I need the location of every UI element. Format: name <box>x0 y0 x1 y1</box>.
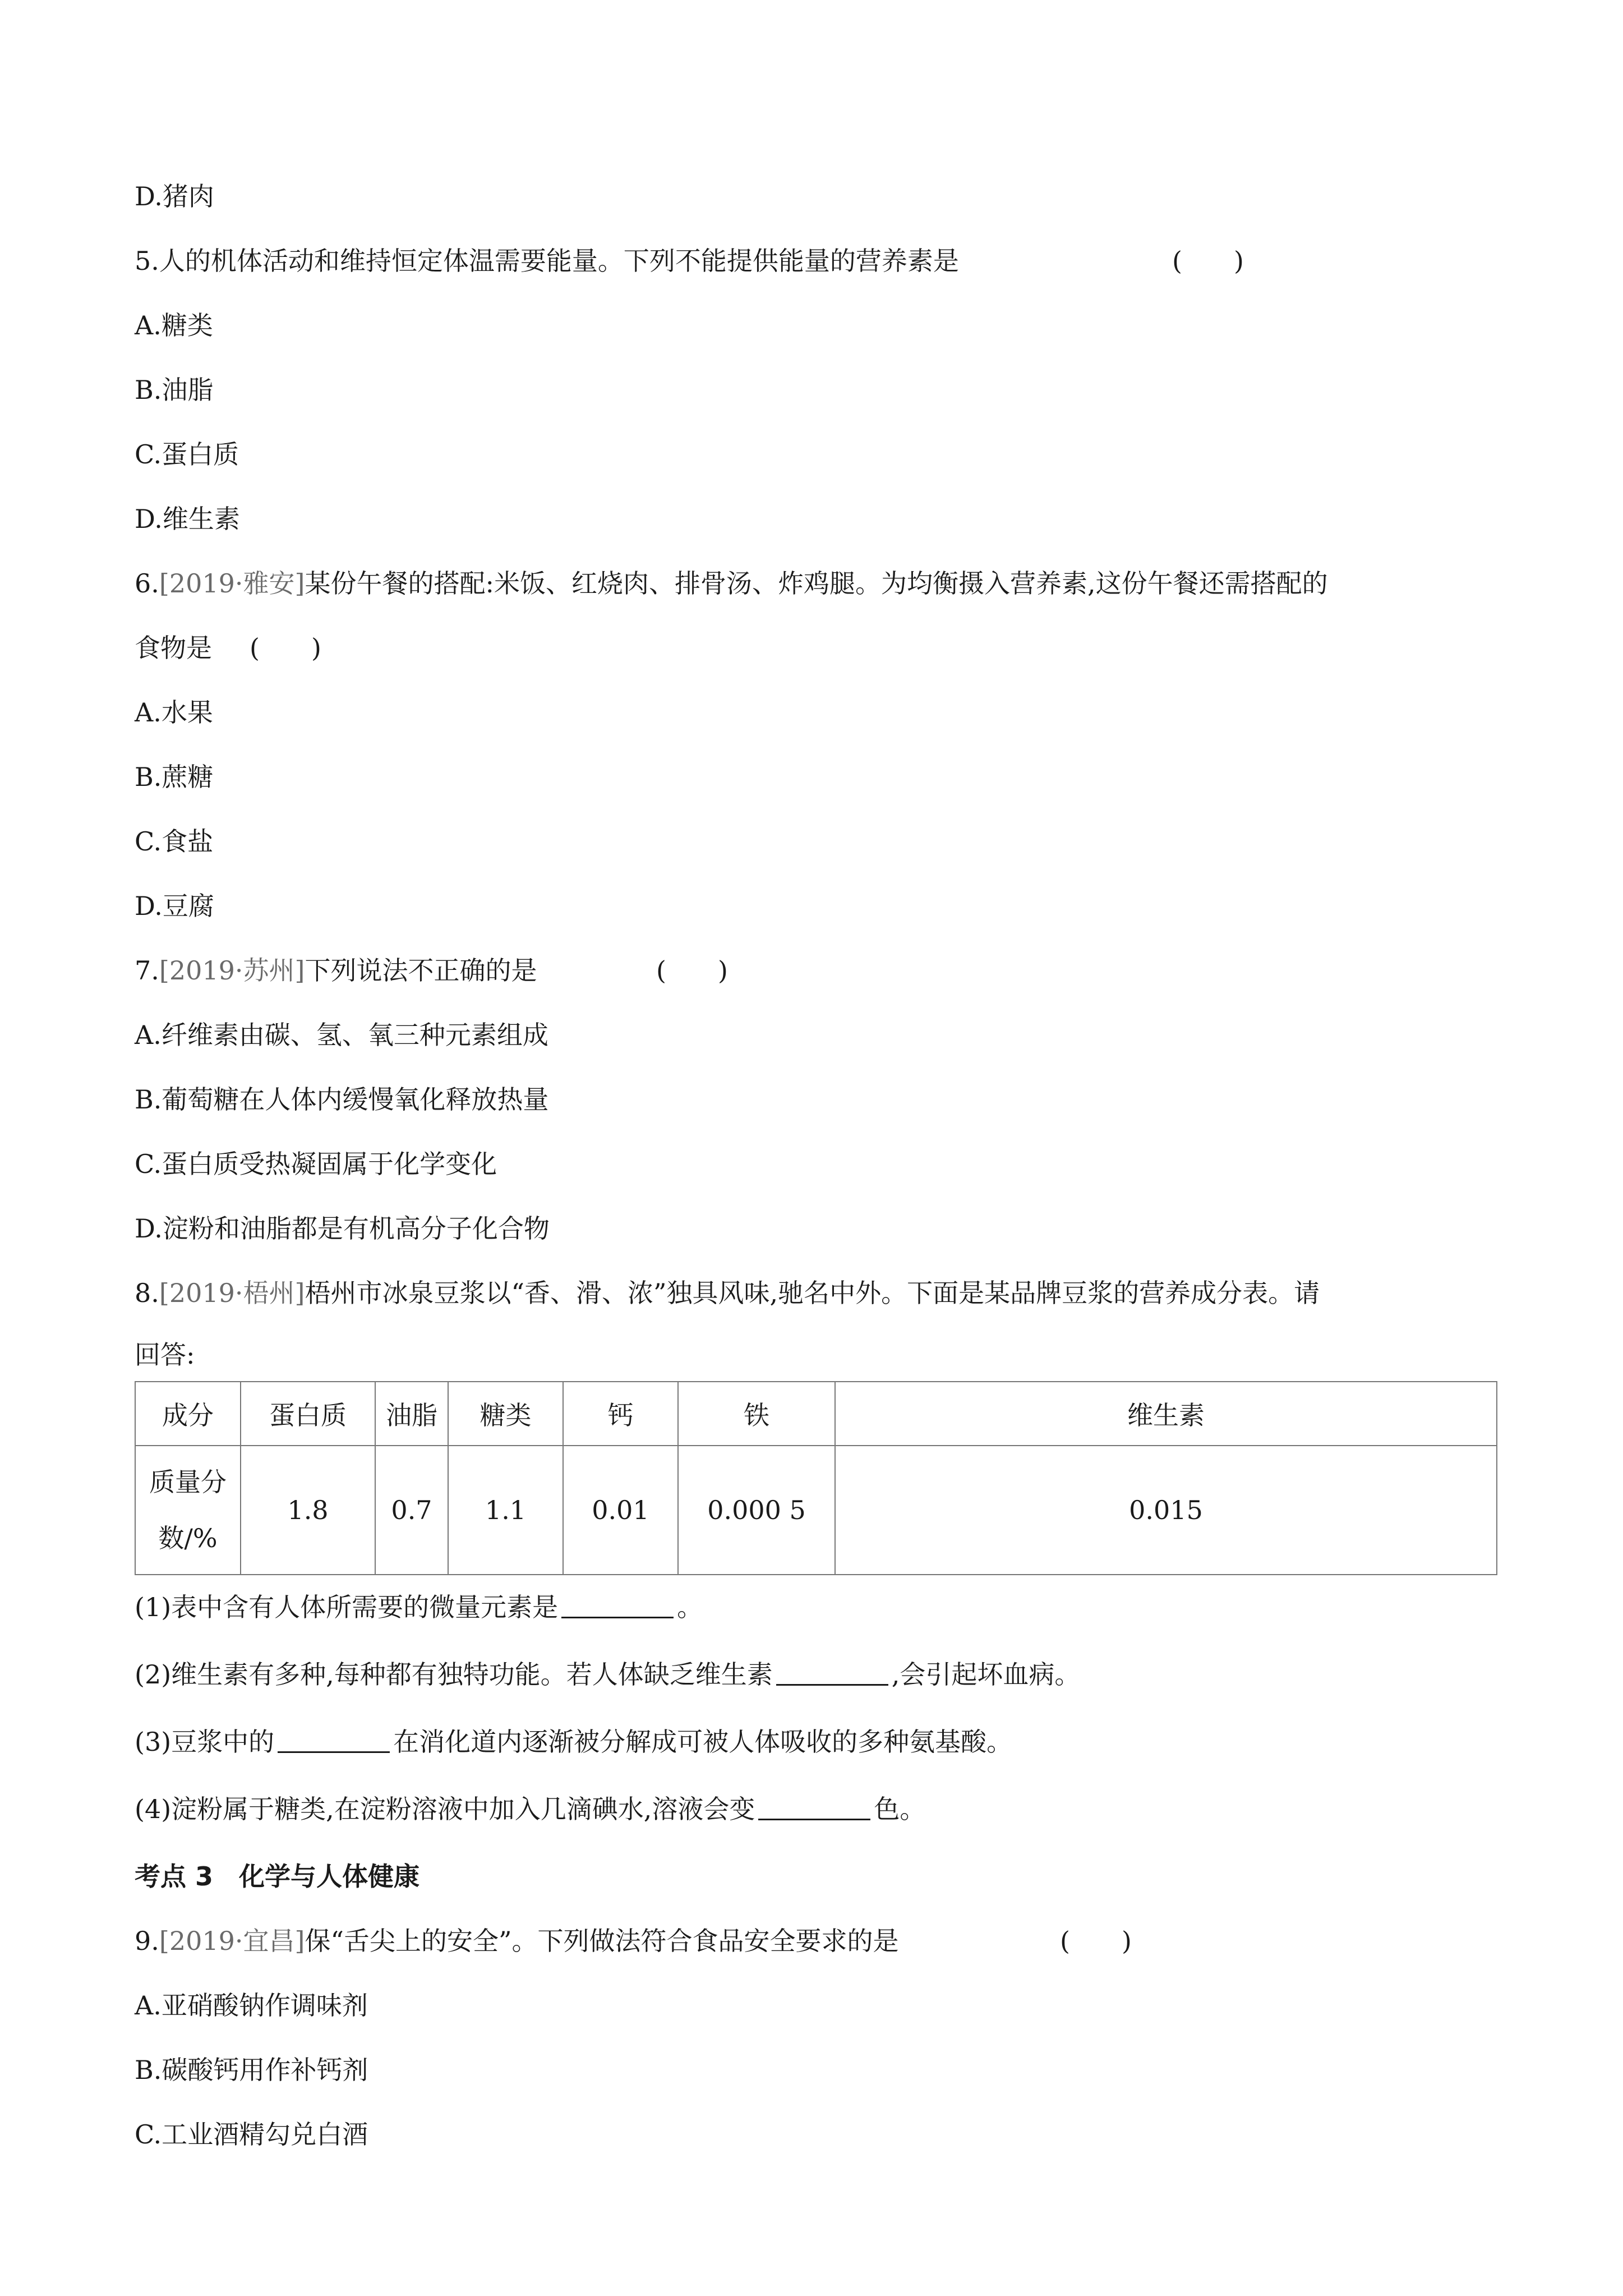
option-c: C.蛋白质 <box>135 439 239 470</box>
sub-question-text: 。 <box>677 1592 703 1622</box>
sub-question-text: 在消化道内逐渐被分解成可被人体吸收的多种氨基酸。 <box>393 1727 1013 1757</box>
answer-paren: ( ) <box>656 955 728 986</box>
sub-question-text: ,会引起坏血病。 <box>891 1659 1081 1690</box>
option-a: A.纤维素由碳、氢、氧三种元素组成 <box>135 1020 548 1050</box>
option-d: D.淀粉和油脂都是有机高分子化合物 <box>135 1213 550 1244</box>
sub-question-text: (1)表中含有人体所需要的微量元素是 <box>135 1592 559 1622</box>
section-heading: 考点 3 化学与人体健康 <box>135 1861 420 1892</box>
question-text: 梧州市冰泉豆浆以“香、滑、浓”独具风味,驰名中外。下面是某品牌豆浆的营养成分表。请 <box>305 1278 1320 1308</box>
question-text: 某份午餐的搭配:米饭、红烧肉、排骨汤、炸鸡腿。为均衡摄入营养素,这份午餐还需搭配的 <box>305 568 1328 599</box>
answer-paren: ( ) <box>1172 246 1244 276</box>
answer-paren: ( ) <box>250 633 321 663</box>
question-text: 保“舌尖上的安全”。下列做法符合食品安全要求的是 <box>305 1926 899 1956</box>
table-cell: 0.7 <box>375 1446 448 1575</box>
table-header-cell: 蛋白质 <box>241 1382 375 1446</box>
table-cell: 0.01 <box>563 1446 678 1575</box>
row-label <box>135 1446 241 1575</box>
option-d: D.猪肉 <box>135 181 214 211</box>
sub-question-3 <box>135 1725 1012 1759</box>
question-number: 6. <box>135 568 159 599</box>
table-header-cell: 糖类 <box>448 1382 563 1446</box>
option-a: A.亚硝酸钠作调味剂 <box>135 1990 368 2021</box>
option-c: C.食盐 <box>135 826 214 857</box>
option-b: B.葡萄糖在人体内缓慢氧化释放热量 <box>135 1084 549 1115</box>
row-label-line: 数/% <box>158 1523 218 1553</box>
question-source: [2019·苏州] <box>159 955 305 986</box>
option-b: B.蔗糖 <box>135 762 214 792</box>
answer-blank[interactable] <box>776 1662 888 1686</box>
question-9-stem <box>135 1924 899 1958</box>
table-header-cell: 钙 <box>563 1382 678 1446</box>
question-text: 下列说法不正确的是 <box>305 955 537 986</box>
option-d: D.维生素 <box>135 504 240 534</box>
table-header-row <box>135 1382 1497 1446</box>
question-source: [2019·宜昌] <box>159 1926 305 1956</box>
table-header-cell: 成分 <box>135 1382 241 1446</box>
option-c: C.工业酒精勾兑白酒 <box>135 2119 368 2150</box>
option-a: A.糖类 <box>135 310 213 341</box>
question-source: [2019·雅安] <box>159 568 305 599</box>
table-cell: 0.015 <box>835 1446 1497 1575</box>
table-row <box>135 1446 1497 1575</box>
answer-blank[interactable] <box>758 1796 870 1820</box>
sub-question-text: (4)淀粉属于糖类,在淀粉溶液中加入几滴碘水,溶液会变 <box>135 1794 755 1824</box>
question-6-stem-cont: 食物是 <box>135 633 212 663</box>
question-7-stem <box>135 954 537 987</box>
question-number: 9. <box>135 1926 159 1956</box>
option-c: C.蛋白质受热凝固属于化学变化 <box>135 1149 497 1179</box>
question-6-stem <box>135 567 1328 600</box>
sub-question-4 <box>135 1792 925 1826</box>
answer-paren: ( ) <box>1060 1926 1132 1956</box>
table-header-cell: 维生素 <box>835 1382 1497 1446</box>
sub-question-text: 色。 <box>874 1794 926 1824</box>
question-number: 8. <box>135 1278 159 1308</box>
sub-question-text: (3)豆浆中的 <box>135 1727 275 1757</box>
question-8-stem <box>135 1276 1320 1310</box>
question-8-stem-cont: 回答: <box>135 1340 195 1370</box>
sub-question-text: (2)维生素有多种,每种都有独特功能。若人体缺乏维生素 <box>135 1659 773 1690</box>
table-cell: 1.1 <box>448 1446 563 1575</box>
question-source: [2019·梧州] <box>159 1278 305 1308</box>
row-label-line: 质量分 <box>149 1467 227 1497</box>
table-header-cell: 铁 <box>678 1382 835 1446</box>
table-header-cell: 油脂 <box>375 1382 448 1446</box>
question-number: 7. <box>135 955 159 986</box>
option-a: A.水果 <box>135 697 213 728</box>
table-cell: 1.8 <box>241 1446 375 1575</box>
question-5-stem: 5.人的机体活动和维持恒定体温需要能量。下列不能提供能量的营养素是 <box>135 246 959 276</box>
sub-question-2 <box>135 1658 1080 1691</box>
answer-blank[interactable] <box>278 1729 390 1753</box>
nutrition-table <box>135 1381 1497 1575</box>
table-cell: 0.000 5 <box>678 1446 835 1575</box>
option-b: B.碳酸钙用作补钙剂 <box>135 2055 368 2085</box>
answer-blank[interactable] <box>561 1594 674 1618</box>
sub-question-1 <box>135 1590 703 1624</box>
option-b: B.油脂 <box>135 375 214 405</box>
option-d: D.豆腐 <box>135 891 214 921</box>
